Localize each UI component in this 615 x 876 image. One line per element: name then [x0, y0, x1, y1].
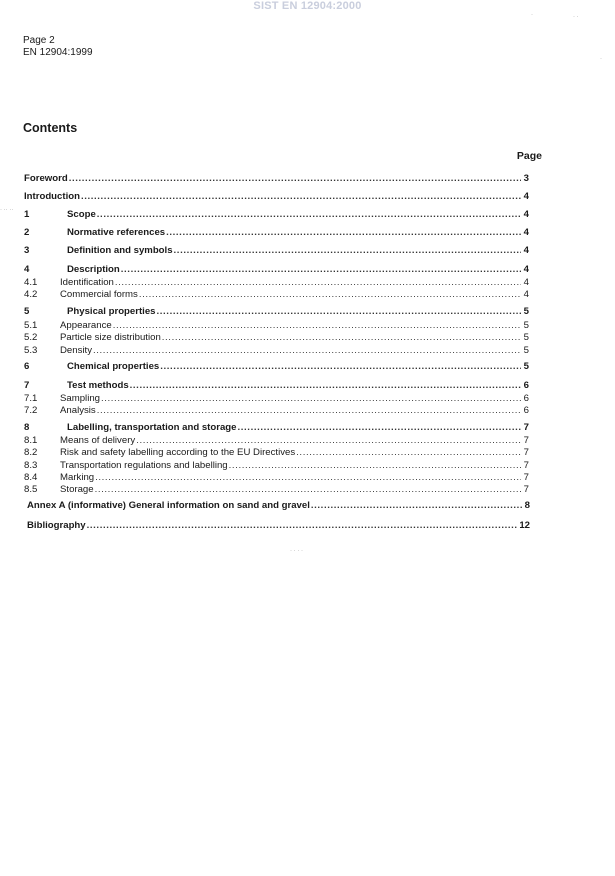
leader-dots	[162, 332, 521, 343]
toc-label: Commercial forms	[60, 289, 138, 300]
toc-label: Particle size distribution	[60, 332, 161, 343]
toc-label: Risk and safety labelling according to the EU Directives	[60, 447, 296, 458]
toc-label: Identification	[60, 277, 114, 288]
toc-page: 12	[519, 520, 530, 531]
watermark: SIST EN 12904:2000	[253, 0, 362, 12]
toc-entry-7-2[interactable]	[24, 405, 529, 416]
toc-entry-4[interactable]	[24, 264, 529, 275]
toc-label: Density	[60, 345, 92, 356]
leader-dots	[166, 227, 521, 238]
toc-number: 5.1	[24, 320, 38, 331]
toc-label: Foreword	[24, 173, 68, 184]
toc-page: 8	[524, 500, 530, 511]
toc-number: 8.5	[24, 484, 38, 495]
toc-page: 5	[523, 345, 529, 356]
toc-entry-8-2[interactable]	[24, 447, 529, 458]
leader-dots	[139, 289, 521, 300]
toc-entry-8-1[interactable]	[24, 435, 529, 446]
toc-number: 8	[24, 422, 30, 433]
leader-dots	[238, 422, 521, 433]
toc-entry-foreword[interactable]	[24, 173, 529, 184]
toc-page: 7	[523, 422, 529, 433]
toc-page: 6	[523, 405, 529, 416]
leader-dots	[157, 306, 521, 317]
toc-entry-1[interactable]	[24, 209, 529, 220]
toc-page: 4	[523, 191, 529, 202]
toc-page: 3	[523, 173, 529, 184]
leader-dots	[95, 484, 521, 495]
toc-page: 7	[523, 460, 529, 471]
toc-entry-5[interactable]	[24, 306, 529, 317]
page-title: Contents	[23, 121, 78, 135]
leader-dots	[87, 520, 519, 531]
toc-number: 3	[24, 245, 30, 256]
scan-speck: ·	[531, 12, 533, 18]
toc-page: 4	[523, 209, 529, 220]
toc-number: 8.1	[24, 435, 38, 446]
toc-entry-3[interactable]	[24, 245, 529, 256]
toc-entry-5-3[interactable]	[24, 345, 529, 356]
toc-number: 7	[24, 380, 30, 391]
toc-number: 8.2	[24, 447, 38, 458]
toc-entry-introduction[interactable]	[24, 191, 529, 202]
toc-number: 7.2	[24, 405, 38, 416]
toc-label: Bibliography	[27, 520, 86, 531]
toc-entry-7-1[interactable]	[24, 393, 529, 404]
toc-page: 6	[523, 380, 529, 391]
toc-page: 7	[523, 484, 529, 495]
toc-label: Annex A (informative) General information on sand and gravel	[27, 500, 310, 511]
leader-dots	[113, 320, 521, 331]
toc-page: 4	[523, 264, 529, 275]
toc-page: 6	[523, 393, 529, 404]
toc-number: 1	[24, 209, 30, 220]
toc-number: 8.4	[24, 472, 38, 483]
leader-dots	[311, 500, 522, 511]
leader-dots	[296, 447, 521, 458]
leader-dots	[95, 472, 521, 483]
leader-dots	[136, 435, 521, 446]
page-column-label: Page	[516, 150, 542, 162]
toc-entry-8-3[interactable]	[24, 460, 529, 471]
toc-label: Physical properties	[67, 306, 156, 317]
toc-label: Sampling	[60, 393, 100, 404]
toc-label: Labelling, transportation and storage	[67, 422, 237, 433]
leader-dots	[101, 393, 521, 404]
leader-dots	[69, 173, 521, 184]
toc-entry-5-2[interactable]	[24, 332, 529, 343]
leader-dots	[174, 245, 521, 256]
toc-label: Definition and symbols	[67, 245, 173, 256]
toc-label: Storage	[60, 484, 94, 495]
toc-label: Means of delivery	[60, 435, 136, 446]
toc-label: Appearance	[60, 320, 112, 331]
toc-label: Analysis	[60, 405, 96, 416]
toc-label: Chemical properties	[67, 361, 160, 372]
leader-dots	[160, 361, 521, 372]
toc-entry-8[interactable]	[24, 422, 529, 433]
toc-entry-4-2[interactable]	[24, 289, 529, 300]
toc-page: 4	[523, 277, 529, 288]
page-header	[23, 35, 93, 59]
toc-number: 5	[24, 306, 30, 317]
toc-label: Introduction	[24, 191, 80, 202]
scan-speck: · ·· ··	[0, 207, 14, 213]
toc-number: 4.2	[24, 289, 38, 300]
toc-entry-annex-a[interactable]	[27, 500, 530, 511]
toc-number: 4.1	[24, 277, 38, 288]
toc-page: 4	[523, 245, 529, 256]
toc-number: 8.3	[24, 460, 38, 471]
toc-number: 4	[24, 264, 30, 275]
toc-entry-2[interactable]	[24, 227, 529, 238]
toc-number: 6	[24, 361, 30, 372]
leader-dots	[121, 264, 521, 275]
toc-number: 7.1	[24, 393, 38, 404]
scan-speck: · ·	[573, 14, 579, 20]
toc-number: 2	[24, 227, 30, 238]
leader-dots	[93, 345, 521, 356]
leader-dots	[97, 209, 521, 220]
leader-dots	[97, 405, 521, 416]
toc-page: 5	[523, 361, 529, 372]
toc-entry-8-5[interactable]	[24, 484, 529, 495]
toc-number: 5.2	[24, 332, 38, 343]
toc-page: 7	[523, 447, 529, 458]
toc-page: 4	[523, 289, 529, 300]
toc-page: 7	[523, 435, 529, 446]
leader-dots	[229, 460, 521, 471]
leader-dots	[130, 380, 521, 391]
toc-entry-5-1[interactable]	[24, 320, 529, 331]
toc-label: Scope	[67, 209, 96, 220]
toc-page: 5	[523, 332, 529, 343]
toc-label: Normative references	[67, 227, 166, 238]
document-id: EN 12904:1999	[23, 47, 93, 58]
leader-dots	[115, 277, 521, 288]
toc-page: 5	[523, 306, 529, 317]
toc-page: 4	[523, 227, 529, 238]
page-number: Page 2	[23, 35, 55, 46]
toc-entry-6[interactable]	[24, 361, 529, 372]
toc-label: Marking	[60, 472, 95, 483]
leader-dots	[81, 191, 521, 202]
toc-entry-7[interactable]	[24, 380, 529, 391]
toc-page: 5	[523, 320, 529, 331]
toc-label: Description	[67, 264, 120, 275]
scan-speck: ·	[600, 56, 602, 62]
toc-entry-8-4[interactable]	[24, 472, 529, 483]
toc-entry-bibliography[interactable]	[27, 520, 530, 531]
toc-label: Test methods	[67, 380, 129, 391]
toc-entry-4-1[interactable]	[24, 277, 529, 288]
toc-page: 7	[523, 472, 529, 483]
toc-number: 5.3	[24, 345, 38, 356]
toc-label: Transportation regulations and labelling	[60, 460, 228, 471]
scan-speck: · · · ·	[290, 548, 303, 554]
